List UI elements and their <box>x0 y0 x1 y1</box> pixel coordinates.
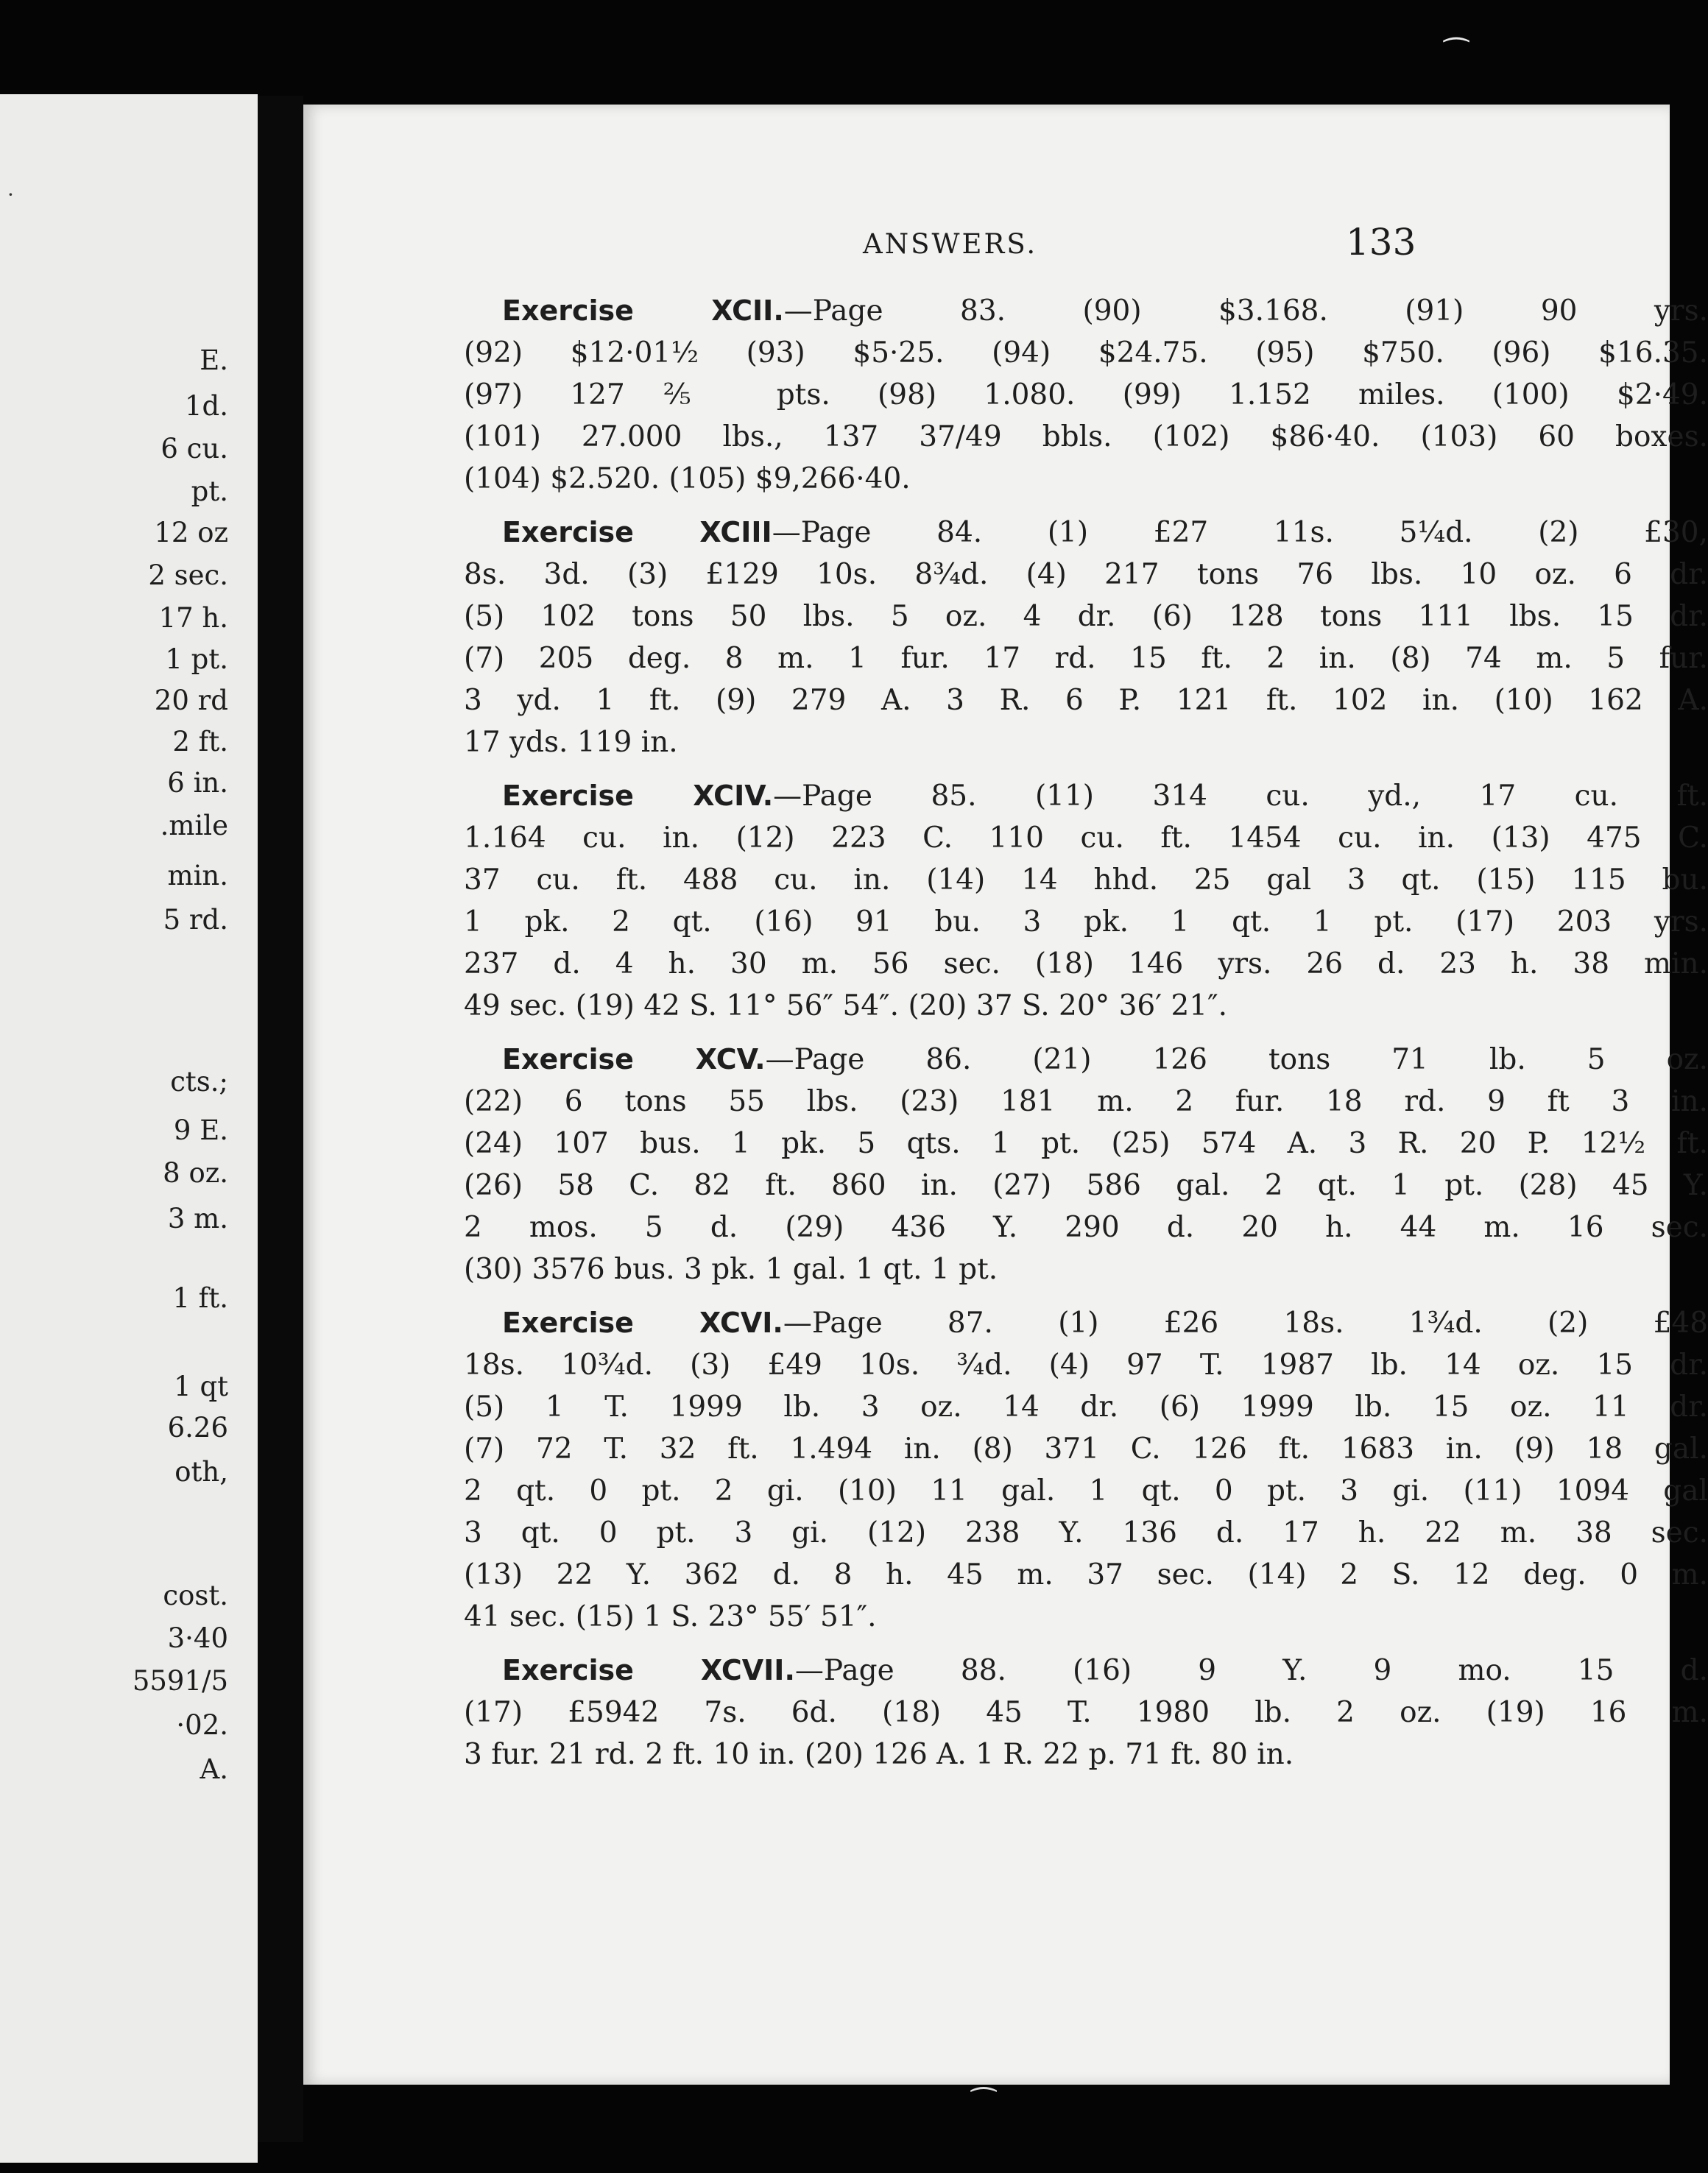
answer-text: (5) 1 T. 1999 lb. 3 oz. 14 dr. (6) 1999 lb. 15 oz. 11 dr. <box>464 1391 1708 1424</box>
answer-text: (24) 107 bus. 1 pk. 5 qts. 1 pt. (25) 574 A. 3 R. 20 P. 12½ ft. <box>464 1127 1708 1160</box>
left-fragment: 9 E. <box>173 1114 228 1146</box>
answer-line <box>464 332 1708 374</box>
answer-line <box>464 1512 1708 1554</box>
left-fragment: 1 ft. <box>172 1282 228 1314</box>
answer-text: —Page 84. (1) £27 11s. 5¼d. (2) £30, <box>772 516 1708 549</box>
answer-text: (17) £5942 7s. 6d. (18) 45 T. 1980 lb. 2 oz. (19) 16 m. <box>464 1696 1708 1729</box>
answer-line <box>464 1596 1708 1638</box>
answer-text: 17 yds. 119 in. <box>464 726 678 759</box>
answer-text: (7) 205 deg. 8 m. 1 fur. 17 rd. 15 ft. 2 in. (8) 74 m. 5 fur. <box>464 642 1708 675</box>
answer-line <box>464 1692 1708 1734</box>
left-page <box>0 94 258 2163</box>
answer-line <box>464 1428 1708 1470</box>
left-fragment: 3 m. <box>167 1203 228 1234</box>
exercise-heading-line <box>464 775 1708 817</box>
answer-line <box>464 1123 1708 1165</box>
left-fragment: ·02. <box>176 1709 228 1741</box>
answer-text: 3 qt. 0 pt. 3 gi. (12) 238 Y. 136 d. 17 h. 22 m. 38 sec. <box>464 1516 1708 1550</box>
left-fragment: A. <box>200 1753 228 1785</box>
left-fragment: oth, <box>174 1456 228 1488</box>
answer-text: (26) 58 C. 82 ft. 860 in. (27) 586 gal. 2 qt. 1 pt. (28) 45 Y. <box>464 1169 1708 1202</box>
answer-text: —Page 83. (90) $3.168. (91) 90 yrs. <box>783 294 1708 328</box>
exercise-heading-line <box>464 1302 1708 1344</box>
answer-line <box>464 458 1708 500</box>
answer-text: 18s. 10¾d. (3) £49 10s. ¾d. (4) 97 T. 1987 lb. 14 oz. 15 dr. <box>464 1349 1708 1382</box>
exercise-block <box>464 1650 1708 1776</box>
left-fragment: 6 cu. <box>160 433 228 464</box>
scan-mark: ⁔ <box>1444 9 1469 43</box>
page-title: ANSWERS. <box>863 228 1038 260</box>
answer-text: (7) 72 T. 32 ft. 1.494 in. (8) 371 C. 126 ft. 1683 in. (9) 18 gal. <box>464 1432 1708 1466</box>
answer-text: (97) 127⅖ pts. (98) 1.080. (99) 1.152 miles. (100) $2·49. <box>464 378 1708 411</box>
answer-text: 2 qt. 0 pt. 2 gi. (10) 11 gal. 1 qt. 0 pt. 3 gi. (11) 1094 gal <box>464 1474 1708 1508</box>
answer-text: (30) 3576 bus. 3 pk. 1 gal. 1 qt. 1 pt. <box>464 1253 998 1286</box>
left-fragment: min. <box>167 860 228 891</box>
exercise-block <box>464 512 1708 763</box>
exercise-title: Exercise XCIV. <box>502 780 774 812</box>
answer-text: (104) $2.520. (105) $9,266·40. <box>464 462 911 495</box>
answer-line <box>464 1165 1708 1206</box>
answer-line <box>464 721 1708 763</box>
answer-line <box>464 817 1708 859</box>
answer-text: 3 yd. 1 ft. (9) 279 A. 3 R. 6 P. 121 ft. 102 in. (10) 162 A. <box>464 684 1708 717</box>
left-fragment: cost. <box>163 1580 228 1611</box>
exercise-block <box>464 1302 1708 1638</box>
page-header <box>303 221 1670 272</box>
answer-text: 2 mos. 5 d. (29) 436 Y. 290 d. 20 h. 44 m. 16 sec. <box>464 1211 1708 1244</box>
answer-line <box>464 679 1708 721</box>
answer-line <box>464 596 1708 637</box>
answer-line <box>464 374 1708 416</box>
right-page <box>303 105 1708 2085</box>
left-fragment: .mile <box>160 810 228 841</box>
left-fragment: 1 pt. <box>165 643 228 675</box>
left-fragment: 2 sec. <box>148 559 228 591</box>
answer-line <box>464 1344 1708 1386</box>
answer-text: 3 fur. 21 rd. 2 ft. 10 in. (20) 126 A. 1 R. 22 p. 71 ft. 80 in. <box>464 1738 1294 1771</box>
answer-text: —Page 88. (16) 9 Y. 9 mo. 15 d. <box>794 1654 1708 1687</box>
left-fragment: cts.; <box>170 1066 228 1098</box>
answer-line <box>464 416 1708 458</box>
left-fragment: 12 oz <box>154 517 228 548</box>
exercise-block <box>464 775 1708 1027</box>
answer-line <box>464 1554 1708 1596</box>
left-fragment: 3·40 <box>167 1622 228 1654</box>
left-fragment: 8 oz. <box>163 1157 228 1189</box>
answer-text: (22) 6 tons 55 lbs. (23) 181 m. 2 fur. 18 rd. 9 ft 3 in. <box>464 1085 1708 1118</box>
scan-mark: · <box>7 183 14 207</box>
book-gutter <box>258 96 303 2142</box>
left-fragment: 1d. <box>185 390 228 422</box>
answer-line <box>464 637 1708 679</box>
answer-text: 41 sec. (15) 1 S. 23° 55′ 51″. <box>464 1600 877 1633</box>
answer-line <box>464 1470 1708 1512</box>
exercise-block <box>464 290 1708 500</box>
exercise-title: Exercise XCV. <box>502 1043 766 1075</box>
answer-text: 1.164 cu. in. (12) 223 C. 110 cu. ft. 1454 cu. in. (13) 475 C. <box>464 822 1708 855</box>
answer-text: —Page 85. (11) 314 cu. yd., 17 cu. ft. <box>773 780 1708 813</box>
answer-text: (101) 27.000 lbs., 137 37/49 bbls. (102) $86·40. (103) 60 boxes. <box>464 420 1708 453</box>
answer-line <box>464 1386 1708 1428</box>
exercise-title: Exercise XCII. <box>502 294 784 327</box>
answer-line <box>464 1081 1708 1123</box>
answer-line <box>464 1248 1708 1290</box>
answer-text: —Page 86. (21) 126 tons 71 lb. 5 oz. <box>765 1043 1708 1076</box>
answer-text: —Page 87. (1) £26 18s. 1¾d. (2) £48 <box>783 1307 1708 1340</box>
exercise-heading-line <box>464 1650 1708 1692</box>
exercise-heading-line <box>464 512 1708 554</box>
left-fragment: 1 qt <box>174 1371 228 1402</box>
page-number: 133 <box>1346 221 1416 264</box>
left-fragment: 6.26 <box>167 1412 228 1444</box>
answer-line <box>464 901 1708 943</box>
answer-line <box>464 985 1708 1027</box>
left-fragment: 5 rd. <box>163 904 228 936</box>
answer-line <box>464 1734 1708 1776</box>
left-fragment: 2 ft. <box>172 726 228 757</box>
exercise-title: Exercise XCIII <box>502 516 772 548</box>
answer-line <box>464 859 1708 901</box>
answer-text: (13) 22 Y. 362 d. 8 h. 45 m. 37 sec. (14) 2 S. 12 deg. 0 m. <box>464 1558 1708 1591</box>
exercise-heading-line <box>464 290 1708 332</box>
left-fragment: 20 rd <box>154 685 228 716</box>
answers-list <box>464 290 1708 1787</box>
answer-text: 1 pk. 2 qt. (16) 91 bu. 3 pk. 1 qt. 1 pt. (17) 203 yrs. <box>464 905 1708 939</box>
answer-text: 49 sec. (19) 42 S. 11° 56″ 54″. (20) 37 S. 20° 36′ 21″. <box>464 989 1228 1022</box>
left-fragment: pt. <box>191 476 228 507</box>
left-fragment: 6 in. <box>167 767 228 799</box>
answer-text: (5) 102 tons 50 lbs. 5 oz. 4 dr. (6) 128 tons 111 lbs. 15 dr. <box>464 600 1708 633</box>
exercise-block <box>464 1039 1708 1290</box>
exercise-heading-line <box>464 1039 1708 1081</box>
answer-text: 8s. 3d. (3) £129 10s. 8¾d. (4) 217 tons 76 lbs. 10 oz. 6 dr. <box>464 558 1708 591</box>
left-fragment: E. <box>200 344 228 376</box>
left-fragment: 5591/5 <box>132 1665 228 1697</box>
answer-text: (92) $12·01½ (93) $5·25. (94) $24.75. (95) $750. (96) $16.35. <box>464 336 1708 370</box>
left-fragment: 17 h. <box>158 602 228 634</box>
answer-line <box>464 554 1708 596</box>
exercise-title: Exercise XCVI. <box>502 1307 783 1339</box>
scan-mark: ⁀ <box>972 2088 996 2121</box>
answer-text: 37 cu. ft. 488 cu. in. (14) 14 hhd. 25 gal 3 qt. (15) 115 bu. <box>464 863 1708 897</box>
answer-line <box>464 1206 1708 1248</box>
answer-text: 237 d. 4 h. 30 m. 56 sec. (18) 146 yrs. 26 d. 23 h. 38 min. <box>464 947 1708 981</box>
exercise-title: Exercise XCVII. <box>502 1654 795 1686</box>
answer-line <box>464 943 1708 985</box>
